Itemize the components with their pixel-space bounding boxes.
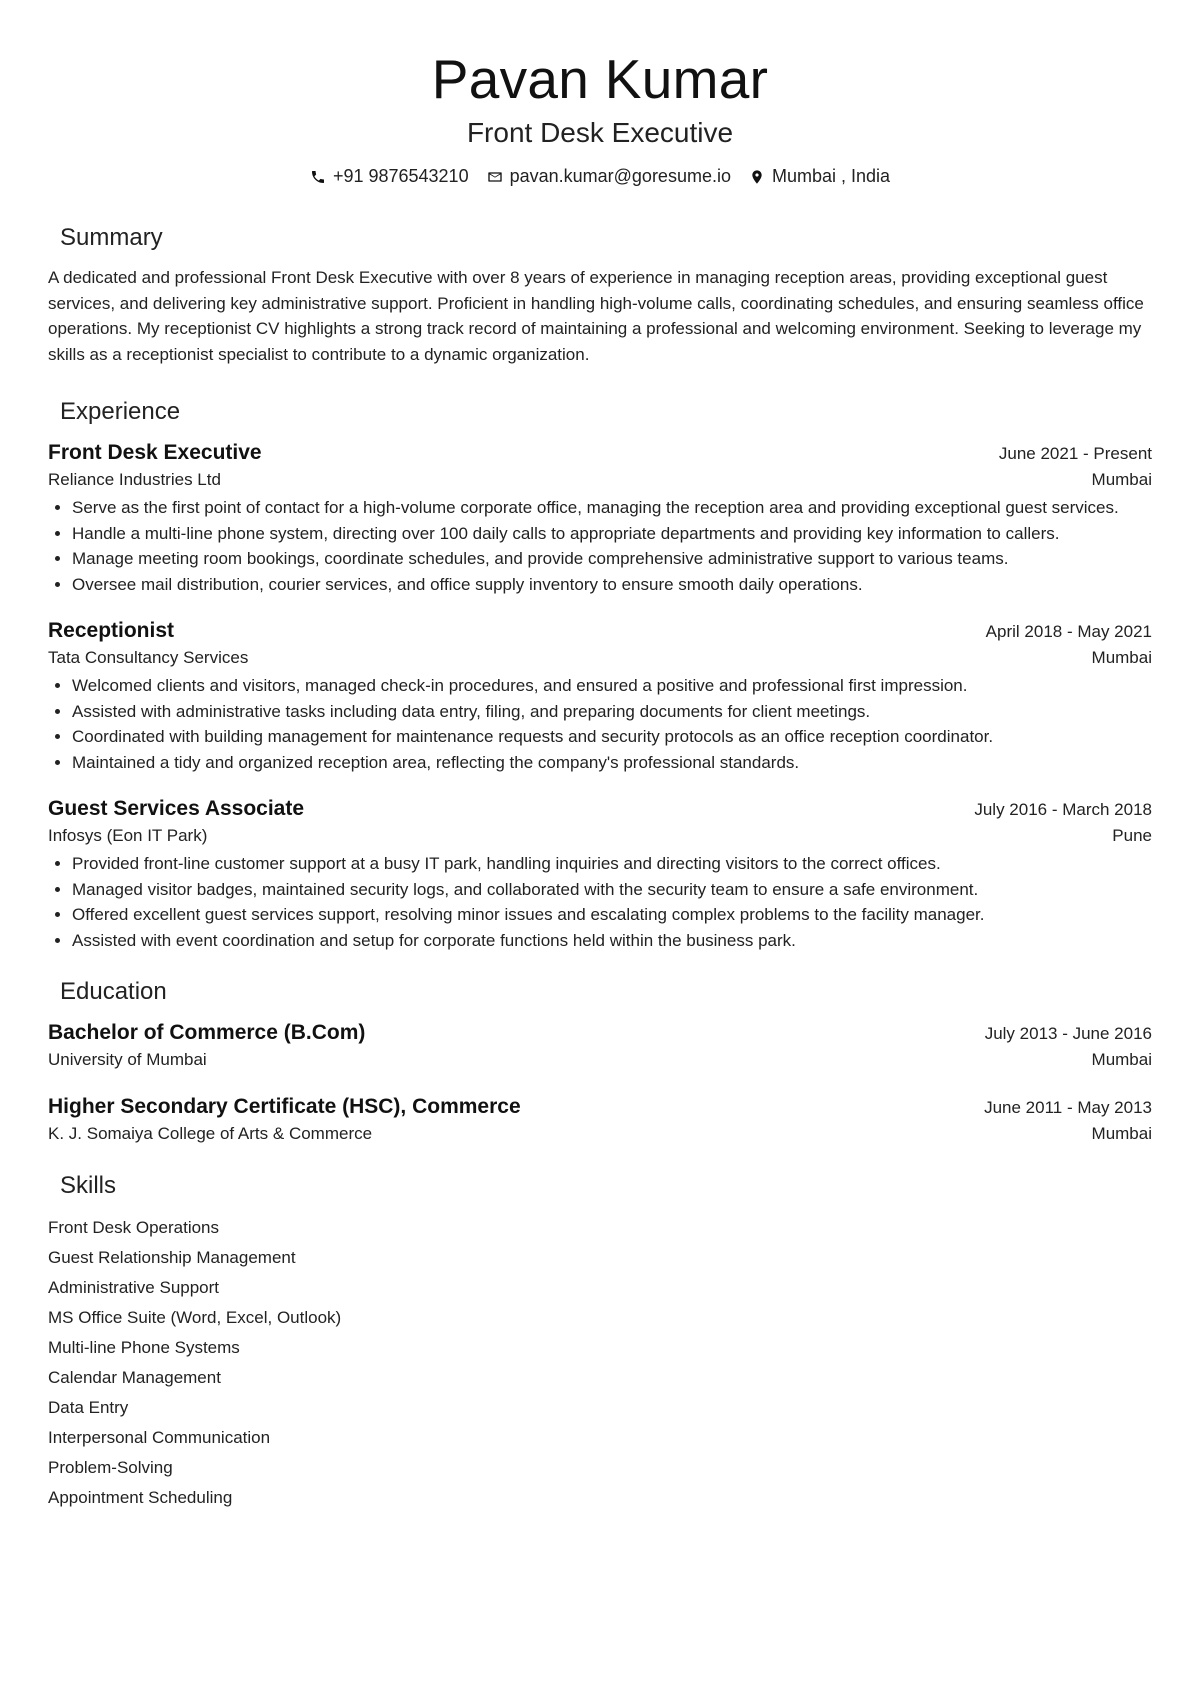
education-entry <box>48 1019 1152 1073</box>
education-dates: July 2013 - June 2016 <box>984 1024 1152 1043</box>
job-dates: July 2016 - March 2018 <box>974 800 1152 819</box>
skills-list <box>48 1213 1152 1513</box>
contact-location <box>749 166 890 187</box>
company-name: Infosys (Eon IT Park) <box>48 826 208 845</box>
skill-item: Guest Relationship Management <box>48 1248 296 1267</box>
company-name: Reliance Industries Ltd <box>48 470 221 489</box>
phone-icon <box>310 169 326 185</box>
job-location: Mumbai <box>1091 648 1152 667</box>
location-text: Mumbai , India <box>771 166 891 186</box>
skill-item: Problem-Solving <box>48 1458 173 1477</box>
experience-entry <box>48 439 1152 597</box>
job-dates: June 2021 - Present <box>998 444 1152 463</box>
skills-section <box>48 1171 1152 1513</box>
education-section <box>48 977 1152 1147</box>
skill-item: MS Office Suite (Word, Excel, Outlook) <box>48 1308 342 1327</box>
phone-text: +91 9876543210 <box>332 166 469 186</box>
section-heading: Education <box>60 978 167 1005</box>
bullet-item: • Handle a multi-line phone system, directing over 100 daily calls to appropriate departments and providing key information to callers. <box>72 521 1152 547</box>
candidate-name: Pavan Kumar <box>431 48 769 110</box>
job-title: Guest Services Associate <box>48 797 305 820</box>
education-entry <box>48 1093 1152 1147</box>
bullet-item: • Serve as the first point of contact for a high-volume corporate office, managing the reception area and providing exceptional guest services. <box>72 495 1152 521</box>
bullet-item: • Manage meeting room bookings, coordinate schedules, and provide comprehensive administrative support to various teams. <box>72 546 1152 572</box>
summary-section <box>48 223 1152 367</box>
skill-item: Appointment Scheduling <box>48 1488 233 1507</box>
bullet-item: • Assisted with event coordination and setup for corporate functions held within the business park. <box>72 928 1152 954</box>
email-text: pavan.kumar@goresume.io <box>509 166 731 186</box>
job-location: Mumbai <box>1091 470 1152 489</box>
job-bullets <box>48 673 1152 775</box>
degree-title: Higher Secondary Certificate (HSC), Commerce <box>48 1095 521 1118</box>
school-name: K. J. Somaiya College of Arts & Commerce <box>48 1124 373 1143</box>
bullet-item: • Provided front-line customer support at a busy IT park, handling inquiries and directing visitors to the correct offices. <box>72 851 1152 877</box>
section-heading: Summary <box>60 224 163 251</box>
bullet-item: • Welcomed clients and visitors, managed check-in procedures, and ensured a positive and professional first impression. <box>72 673 1152 699</box>
skill-item: Multi-line Phone Systems <box>48 1338 240 1357</box>
summary-text: A dedicated and professional Front Desk Executive with over 8 years of experience in managing reception areas, providing exceptional guest services, and delivering key administrative support. Proficient in handling high-volume calls, coordinating schedules, and ensuring seamless office operations. My receptionist CV highlights a strong track record of maintaining a professional and welcoming environment. Seeking to leverage my skills as a receptionist specialist to contribute to a dynamic organization. <box>48 268 1144 364</box>
experience-section <box>48 397 1152 953</box>
candidate-title: Front Desk Executive <box>466 117 734 148</box>
job-location: Pune <box>1112 826 1152 845</box>
contact-email[interactable] <box>487 166 731 187</box>
contact-phone[interactable] <box>310 166 469 187</box>
company-name: Tata Consultancy Services <box>48 648 249 667</box>
resume-header <box>48 44 1152 187</box>
education-dates: June 2011 - May 2013 <box>984 1098 1152 1117</box>
job-bullets <box>48 495 1152 597</box>
experience-entry <box>48 795 1152 953</box>
school-location: Mumbai <box>1091 1050 1152 1069</box>
section-heading: Experience <box>60 398 181 425</box>
envelope-icon <box>487 169 503 185</box>
section-heading: Skills <box>60 1172 117 1199</box>
location-pin-icon <box>749 169 765 185</box>
skill-item: Interpersonal Communication <box>48 1428 271 1447</box>
bullet-item: • Oversee mail distribution, courier services, and office supply inventory to ensure smooth daily operations. <box>72 572 1152 598</box>
degree-title: Bachelor of Commerce (B.Com) <box>48 1021 366 1044</box>
bullet-item: • Offered excellent guest services support, resolving minor issues and escalating complex problems to the facility manager. <box>72 902 1152 928</box>
bullet-item: • Managed visitor badges, maintained security logs, and collaborated with the security team to ensure a safe environment. <box>72 877 1152 903</box>
job-title: Receptionist <box>48 619 175 642</box>
skill-item: Data Entry <box>48 1398 129 1417</box>
experience-entry <box>48 617 1152 775</box>
skill-item: Administrative Support <box>48 1278 220 1297</box>
bullet-item: • Coordinated with building management for maintenance requests and security protocols as an office reception coordinator. <box>72 724 1152 750</box>
job-bullets <box>48 851 1152 953</box>
contact-bar <box>48 166 1152 187</box>
job-title: Front Desk Executive <box>48 441 262 464</box>
skill-item: Calendar Management <box>48 1368 221 1387</box>
job-dates: April 2018 - May 2021 <box>985 622 1152 641</box>
skill-item: Front Desk Operations <box>48 1218 220 1237</box>
school-location: Mumbai <box>1091 1124 1152 1143</box>
school-name: University of Mumbai <box>48 1050 207 1069</box>
bullet-item: • Maintained a tidy and organized reception area, reflecting the company's professional standards. <box>72 750 1152 776</box>
bullet-item: • Assisted with administrative tasks including data entry, filing, and preparing documents for client meetings. <box>72 699 1152 725</box>
